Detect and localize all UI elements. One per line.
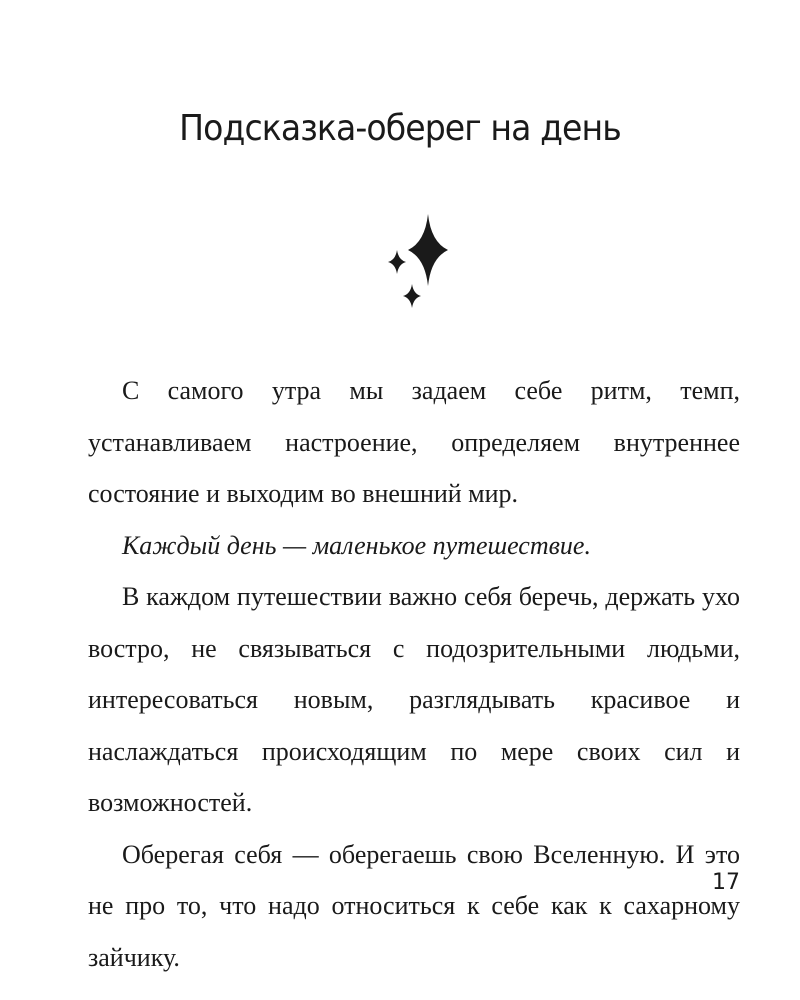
paragraph-2-italic: Каждый день — маленькое путешествие. [122,530,591,560]
page-title: Подсказка-оберег на день [179,108,621,149]
paragraph-4: Оберегая себя — оберегаешь свою Вселенную. И это не про то, что надо относиться к себе как к сахарному зайчику. [88,839,740,972]
paragraph-1: С самого утра мы задаем себе ритм, темп, устанавливаем настроение, определяем внутреннее состояние и выходим во внешний мир. [88,376,740,508]
page-number: 17 [712,870,740,895]
sparkle-stars-icon [380,212,450,322]
paragraph-3: В каждом путешествии важно себя беречь, держать ухо востро, не связываться с подозрительными людьми, интересоваться новым, разглядывать красивое и наслаждаться происходящим по мере своих сил и возможностей. [88,582,740,817]
body-text [88,365,740,983]
